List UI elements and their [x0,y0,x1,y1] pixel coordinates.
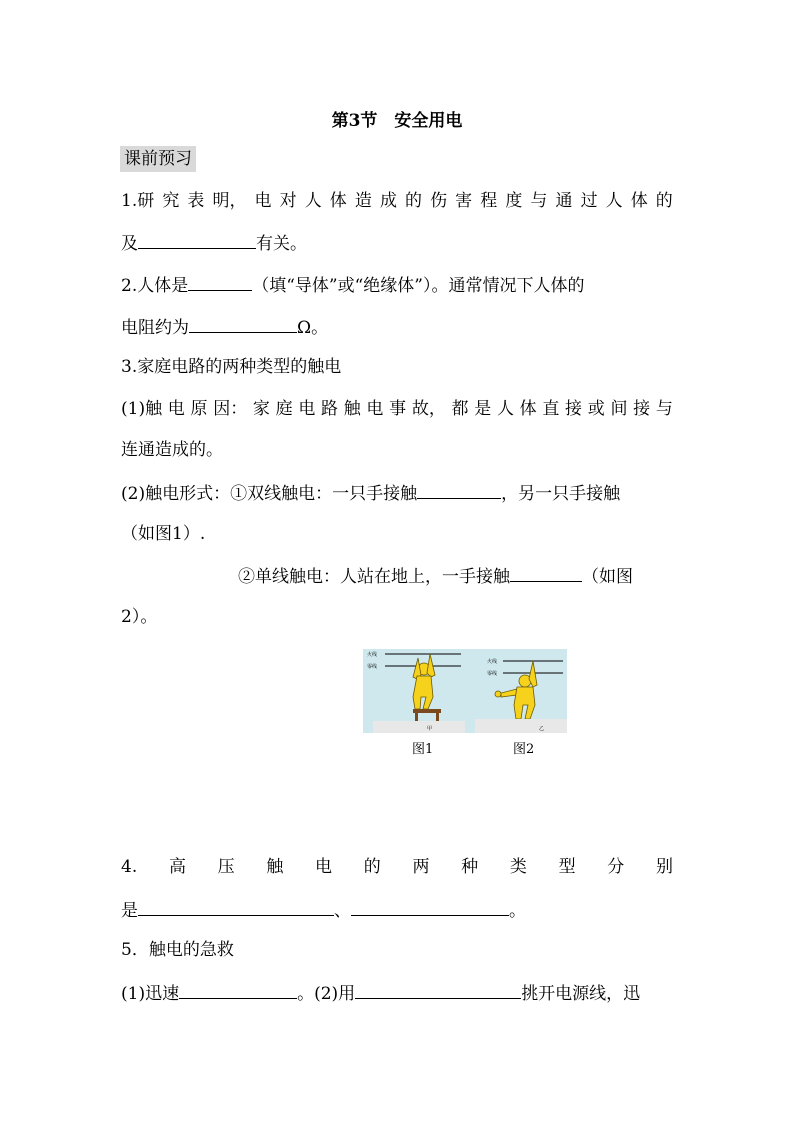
q3-p1-char: 接 [565,399,583,419]
q4-char: 触 [266,857,284,877]
q1-prefix: 及 [121,234,138,254]
fig1-floor [373,721,465,733]
q3-p1-char: 电 [298,399,316,419]
q5-blank-tool[interactable] [355,980,521,999]
fig2-floor [475,719,567,733]
page-title: 第3节 安全用电 [331,111,463,131]
q1-char: 过 [580,191,598,211]
q4-char: 分 [607,857,625,877]
q4-char: 类 [509,857,527,877]
q2-line2-prefix: 电阻约为 [121,318,189,338]
q1-char: 度 [505,191,523,211]
q3-p3-suffix: （如图 [582,567,633,587]
q1-char: 的 [405,191,423,211]
q1-char: 伤 [430,191,448,211]
q3-p1-char: 都 [451,399,469,419]
q3-p2-prefix: (2)触电形式：①双线触电：一只手接触 [121,484,418,504]
q4-line2 [121,897,673,923]
q3-p2-line2: （如图1）. [121,524,206,544]
q4-prefix: 是 [121,901,138,921]
figure1-caption: 图1 [412,742,434,757]
q3-p1-char: 故， [411,399,446,419]
q1-char: 体 [630,191,648,211]
q1-char: 体 [329,191,347,211]
q3-p1-line2: 连通造成的。 [121,440,223,460]
q3-p1-char: 因： [213,399,248,419]
q4-suffix: 。 [509,901,526,921]
q2-line2-suffix: Ω。 [297,318,329,338]
q3-blank-single-wire[interactable] [510,563,582,582]
q4-blank-type2[interactable] [351,897,509,916]
q1-char: 造 [354,191,372,211]
q3-p1-char: 事 [389,399,407,419]
q3-blank-double-wire[interactable] [417,480,501,499]
q4-blank-type1[interactable] [138,897,334,916]
q3-p1-char: 电 [167,399,185,419]
fig2-person [495,661,537,719]
q3-p3-line2: 2）。 [121,607,158,627]
q5-middle: 。(2)用 [297,984,356,1004]
q4-separator: 、 [334,901,351,921]
q1-char: 明， [212,191,247,211]
fig2-sub-label: 乙 [539,726,545,732]
q1-line1 [121,189,673,213]
q4-char: 别 [655,857,673,877]
q1-char: 害 [455,191,473,211]
q4-char: 的 [363,857,381,877]
q3-p1-char: 与 [655,399,673,419]
q2-blank-resistance[interactable] [189,314,297,333]
q3-p3-line1 [238,563,673,589]
q3-p1-char: 体 [519,399,537,419]
q1-blank[interactable] [138,230,256,249]
q3-p1-char: 接 [633,399,651,419]
figure2-caption: 图2 [513,742,535,757]
q3-p1-char: 触 [343,399,361,419]
q5-line1 [121,980,673,1006]
q4-char: 电 [315,857,333,877]
q3-p1-char: (1)触 [121,399,163,419]
q3-p1-char: 家 [252,399,270,419]
q3-heading: 3.家庭电路的两种类型的触电 [121,357,342,377]
q1-char: 1.研 [121,191,155,211]
q3-p1-char: 间 [610,399,628,419]
q4-line1 [121,855,673,879]
q4-char: 高 [168,857,186,877]
q2-line2 [121,314,673,340]
q3-p1-char: 电 [366,399,384,419]
shock-illustration [363,649,567,733]
fig1-person [413,654,435,709]
q2-line1 [121,272,673,298]
q3-p1-char: 人 [496,399,514,419]
q1-char: 电 [254,191,272,211]
q2-blank-conductor[interactable] [188,272,252,291]
q5-blank-action[interactable] [179,980,297,999]
q1-char: 人 [605,191,623,211]
q3-p1-char: 庭 [275,399,293,419]
q2-suffix: （填“导体”或“绝缘体”）。通常情况下人体的 [252,276,585,296]
q1-char: 对 [279,191,297,211]
fig2-live-label: 火线 [487,659,498,665]
q1-suffix: 有关。 [256,234,307,254]
q5-prefix: (1)迅速 [121,984,180,1004]
q3-p1-line1 [121,397,673,421]
q3-p1-char: 路 [321,399,339,419]
q3-p1-char: 原 [190,399,208,419]
q5-heading: 5．触电的急救 [121,940,234,960]
q1-char: 的 [655,191,673,211]
fig1-live-label: 火线 [367,652,378,658]
q1-char: 与 [530,191,548,211]
fig1-sub-label: 甲 [427,726,433,732]
q1-char: 究 [162,191,180,211]
q3-p2-suffix: ，另一只手接触 [501,484,621,504]
fig1-neutral-label: 零线 [367,664,378,670]
q2-prefix: 2.人体是 [121,276,189,296]
q3-p1-char: 或 [587,399,605,419]
q3-p3-prefix: ②单线触电：人站在地上，一手接触 [238,567,510,587]
q1-line2 [121,230,673,256]
q1-char: 人 [304,191,322,211]
q3-p1-char: 是 [474,399,492,419]
q4-char: 压 [217,857,235,877]
q1-char: 表 [187,191,205,211]
q3-p2-line1 [121,480,673,506]
q4-char: 种 [461,857,479,877]
q4-char: 型 [558,857,576,877]
q3-p1-char: 直 [542,399,560,419]
q4-char: 4. [121,857,138,877]
q1-char: 通 [555,191,573,211]
q4-char: 两 [412,857,430,877]
section-label: 课前预习 [120,146,196,172]
q1-char: 程 [480,191,498,211]
fig2-neutral-label: 零线 [487,671,498,677]
electric-shock-figure [363,649,567,733]
q1-char: 成 [379,191,397,211]
fig1-stool [413,709,441,721]
q5-suffix: 挑开电源线，迅 [521,984,641,1004]
